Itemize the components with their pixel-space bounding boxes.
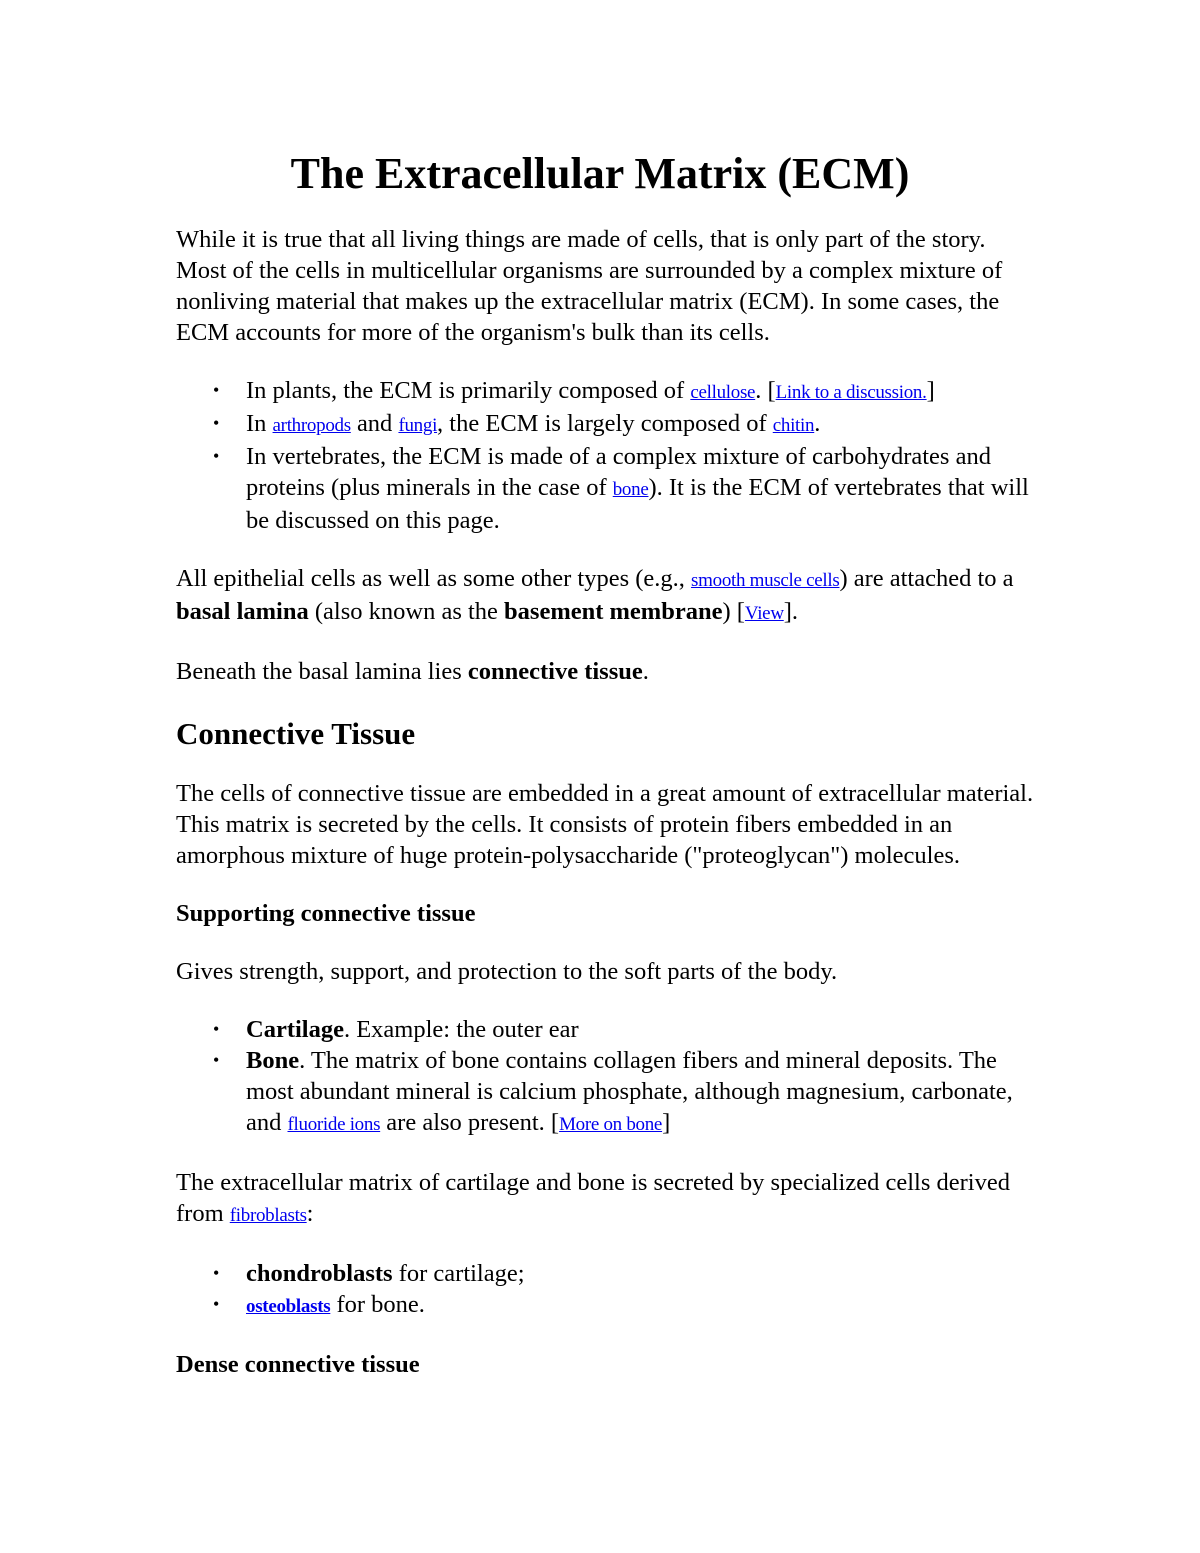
beneath-paragraph <box>176 656 1036 687</box>
arthropods-link[interactable]: arthropods <box>272 415 351 436</box>
basement-membrane-term: basement membrane <box>504 598 723 625</box>
paragraph-text: . <box>642 658 649 685</box>
paragraph-text: Beneath the basal lamina lies <box>176 658 468 685</box>
page-title: The Extracellular Matrix (ECM) <box>290 149 910 198</box>
connective-tissue-paragraph: The cells of connective tissue are embedded in a great amount of extracellular material. This matrix is secreted by the cells. It consists of protein fibers embedded in an amorphous mixture of huge protein-polysaccharide ("proteoglycan") molecules. <box>176 780 1034 869</box>
more-on-bone-link[interactable]: More on bone <box>559 1114 663 1135</box>
connective-tissue-term: connective tissue <box>467 658 643 685</box>
bone-term: Bone <box>246 1047 300 1074</box>
list-text: . The matrix of bone contains collagen fibers and mineral deposits. The most abundant mineral is calcium phosphate, although magnesium, carbonate, and <box>246 1047 1013 1136</box>
fluoride-ions-link[interactable]: fluoride ions <box>287 1114 381 1135</box>
paragraph-text: (also known as the <box>308 598 505 625</box>
document-page <box>176 150 1036 1407</box>
dense-heading: Dense connective tissue <box>176 1351 420 1378</box>
cartilage-term: Cartilage <box>246 1016 344 1043</box>
list-text: . [ <box>755 377 776 404</box>
view-link[interactable]: View <box>744 603 784 624</box>
list-item <box>246 1289 1036 1322</box>
ecm-composition-list <box>176 375 1036 536</box>
list-text: . <box>814 410 821 437</box>
list-text: for cartilage; <box>392 1260 525 1287</box>
supporting-heading: Supporting connective tissue <box>176 900 476 927</box>
list-text: for bone. <box>330 1291 425 1318</box>
list-item <box>246 1014 1036 1045</box>
smooth-muscle-link[interactable]: smooth muscle cells <box>691 570 840 591</box>
chondroblasts-term: chondroblasts <box>246 1260 393 1287</box>
intro-paragraph: While it is true that all living things are made of cells, that is only part of the story. Most of the cells in multicellular organisms are surrounded by a complex mixture of nonliving material that makes up the extracellular matrix (ECM). In some cases, the ECM accounts for more of the organism's bulk than its cells. <box>176 226 1003 346</box>
list-text: In vertebrates, the ECM is made of a complex mixture of carbohydrates and proteins (plus minerals in the case of <box>246 443 991 501</box>
list-text: and <box>350 410 399 437</box>
cell-types-list <box>176 1258 1036 1322</box>
paragraph-text: The extracellular matrix of cartilage and bone is secreted by specialized cells derived from <box>176 1169 1010 1227</box>
chitin-link[interactable]: chitin <box>772 415 815 436</box>
section-heading: Connective Tissue <box>176 716 416 751</box>
list-item <box>246 1045 1036 1140</box>
list-text: , the ECM is largely composed of <box>437 410 773 437</box>
bone-link[interactable]: bone <box>612 479 649 500</box>
fibroblasts-link[interactable]: fibroblasts <box>229 1205 307 1226</box>
list-item <box>246 441 1036 536</box>
paragraph-text: ) [ <box>722 598 745 625</box>
list-text: In <box>246 410 273 437</box>
list-text: ). It is the ECM of vertebrates that will be discussed on this page. <box>246 474 1029 534</box>
paragraph-text: ]. <box>783 598 799 625</box>
list-item <box>246 408 1036 441</box>
list-text: are also present. [ <box>380 1109 560 1136</box>
supporting-paragraph: Gives strength, support, and protection to the soft parts of the body. <box>176 958 838 985</box>
paragraph-text: ) are attached to a <box>839 565 1014 592</box>
paragraph-text: All epithelial cells as well as some other types (e.g., <box>176 565 692 592</box>
basal-lamina-term: basal lamina <box>176 598 309 625</box>
derived-paragraph <box>176 1167 1036 1231</box>
list-text: . Example: the outer ear <box>343 1016 579 1043</box>
osteoblasts-link[interactable]: osteoblasts <box>246 1296 331 1317</box>
list-text: In plants, the ECM is primarily composed of <box>246 377 691 404</box>
list-item <box>246 375 1036 408</box>
list-text: ] <box>926 377 935 404</box>
paragraph-text: : <box>306 1200 314 1227</box>
discussion-link[interactable]: Link to a discussion. <box>775 382 927 403</box>
fungi-link[interactable]: fungi <box>398 415 438 436</box>
epithelial-paragraph <box>176 563 1036 629</box>
list-item <box>246 1258 1036 1289</box>
cellulose-link[interactable]: cellulose <box>690 382 756 403</box>
list-text: ] <box>662 1109 671 1136</box>
supporting-tissue-list <box>176 1014 1036 1140</box>
